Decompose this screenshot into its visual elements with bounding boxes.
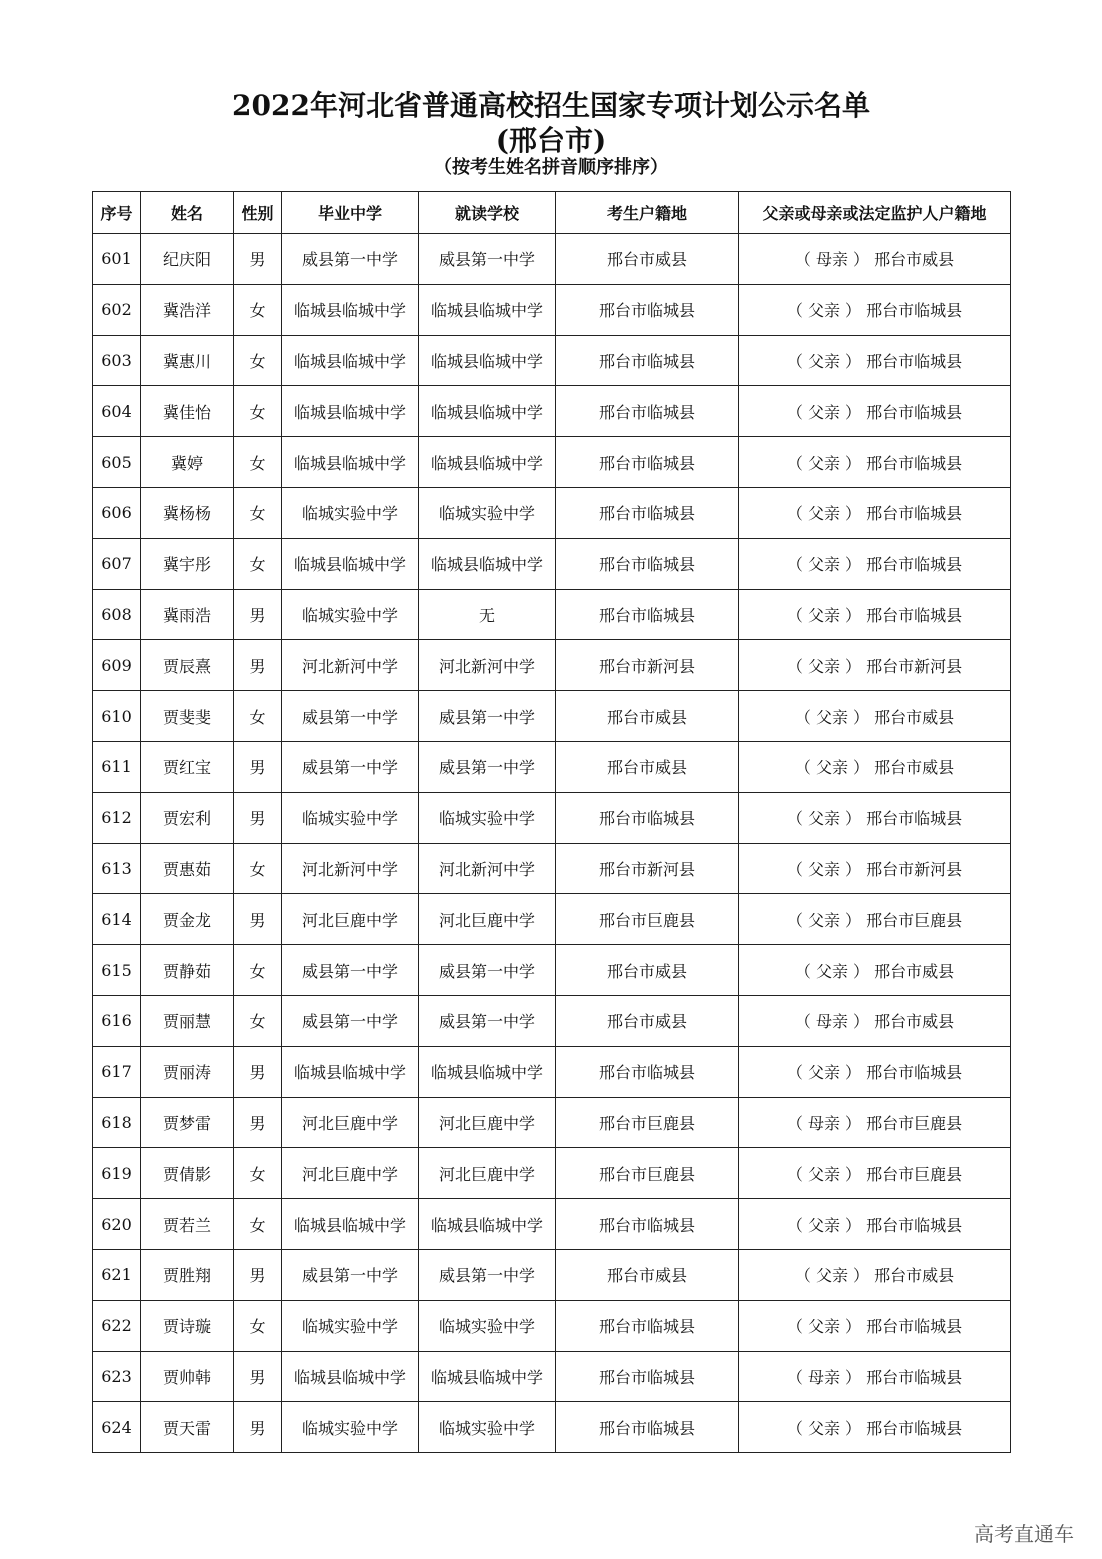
cell-no: 623: [93, 1351, 141, 1402]
cell-household: 邢台市临城县: [556, 1351, 739, 1402]
cell-grad-school: 临城县临城中学: [282, 386, 419, 437]
cell-household: 邢台市威县: [556, 945, 739, 996]
cell-guardian-household: （ 父亲 ） 邢台市临城县: [739, 284, 1011, 335]
cell-gender: 女: [234, 538, 282, 589]
cell-gender: 女: [234, 843, 282, 894]
header-row: [93, 192, 1011, 234]
cell-gender: 女: [234, 691, 282, 742]
table-row: [93, 894, 1011, 945]
cell-no: 622: [93, 1300, 141, 1351]
cell-current-school: 威县第一中学: [419, 691, 556, 742]
cell-grad-school: 河北巨鹿中学: [282, 1148, 419, 1199]
cell-current-school: 临城县临城中学: [419, 335, 556, 386]
cell-name: 冀宇彤: [141, 538, 234, 589]
cell-no: 609: [93, 640, 141, 691]
cell-household: 邢台市临城县: [556, 284, 739, 335]
cell-name: 贾丽涛: [141, 1046, 234, 1097]
cell-current-school: 威县第一中学: [419, 1249, 556, 1300]
table-row: [93, 234, 1011, 285]
cell-guardian-household: （ 父亲 ） 邢台市临城县: [739, 1046, 1011, 1097]
cell-gender: 男: [234, 1046, 282, 1097]
cell-current-school: 临城县临城中学: [419, 437, 556, 488]
table-header: [93, 192, 1011, 234]
cell-grad-school: 威县第一中学: [282, 691, 419, 742]
cell-household: 邢台市威县: [556, 234, 739, 285]
header-no: 序号: [93, 192, 141, 234]
cell-current-school: 河北新河中学: [419, 640, 556, 691]
cell-no: 614: [93, 894, 141, 945]
cell-no: 617: [93, 1046, 141, 1097]
cell-guardian-household: （ 父亲 ） 邢台市临城县: [739, 1199, 1011, 1250]
cell-grad-school: 威县第一中学: [282, 945, 419, 996]
cell-no: 611: [93, 741, 141, 792]
document-title: 2022年河北省普通高校招生国家专项计划公示名单: [232, 89, 870, 122]
cell-household: 邢台市临城县: [556, 589, 739, 640]
table-row: [93, 640, 1011, 691]
header-current-school: 就读学校: [419, 192, 556, 234]
cell-name: 贾金龙: [141, 894, 234, 945]
cell-household: 邢台市威县: [556, 1249, 739, 1300]
cell-current-school: 威县第一中学: [419, 741, 556, 792]
cell-current-school: 临城县临城中学: [419, 1351, 556, 1402]
cell-current-school: 临城实验中学: [419, 487, 556, 538]
cell-grad-school: 威县第一中学: [282, 995, 419, 1046]
cell-guardian-household: （ 母亲 ） 邢台市临城县: [739, 1351, 1011, 1402]
cell-name: 冀惠川: [141, 335, 234, 386]
table-row: [93, 1199, 1011, 1250]
cell-no: 605: [93, 437, 141, 488]
cell-gender: 女: [234, 1199, 282, 1250]
cell-household: 邢台市临城县: [556, 487, 739, 538]
cell-guardian-household: （ 父亲 ） 邢台市临城县: [739, 386, 1011, 437]
cell-household: 邢台市巨鹿县: [556, 894, 739, 945]
cell-current-school: 临城实验中学: [419, 1300, 556, 1351]
table-row: [93, 1402, 1011, 1453]
cell-name: 贾丽慧: [141, 995, 234, 1046]
cell-gender: 女: [234, 386, 282, 437]
cell-grad-school: 临城实验中学: [282, 792, 419, 843]
cell-current-school: 威县第一中学: [419, 234, 556, 285]
cell-grad-school: 河北巨鹿中学: [282, 1097, 419, 1148]
cell-no: 610: [93, 691, 141, 742]
cell-guardian-household: （ 母亲 ） 邢台市威县: [739, 234, 1011, 285]
cell-name: 贾帅韩: [141, 1351, 234, 1402]
table-row: [93, 335, 1011, 386]
cell-household: 邢台市巨鹿县: [556, 1097, 739, 1148]
cell-household: 邢台市威县: [556, 741, 739, 792]
table-row: [93, 1300, 1011, 1351]
header-name: 姓名: [141, 192, 234, 234]
cell-gender: 男: [234, 741, 282, 792]
cell-gender: 女: [234, 995, 282, 1046]
cell-guardian-household: （ 父亲 ） 邢台市临城县: [739, 1402, 1011, 1453]
watermark: 高考直通车: [974, 1522, 1074, 1546]
cell-no: 615: [93, 945, 141, 996]
cell-name: 贾胜翔: [141, 1249, 234, 1300]
cell-no: 624: [93, 1402, 141, 1453]
cell-guardian-household: （ 父亲 ） 邢台市巨鹿县: [739, 894, 1011, 945]
cell-current-school: 河北巨鹿中学: [419, 894, 556, 945]
cell-name: 贾红宝: [141, 741, 234, 792]
roster-table: [92, 191, 1011, 1453]
cell-gender: 男: [234, 640, 282, 691]
cell-no: 620: [93, 1199, 141, 1250]
cell-no: 604: [93, 386, 141, 437]
cell-household: 邢台市临城县: [556, 792, 739, 843]
cell-guardian-household: （ 父亲 ） 邢台市威县: [739, 741, 1011, 792]
cell-grad-school: 临城实验中学: [282, 1300, 419, 1351]
cell-grad-school: 威县第一中学: [282, 234, 419, 285]
cell-no: 603: [93, 335, 141, 386]
cell-gender: 男: [234, 234, 282, 285]
sort-note: （按考生姓名拼音顺序排序）: [434, 157, 668, 178]
cell-current-school: 威县第一中学: [419, 995, 556, 1046]
cell-grad-school: 河北新河中学: [282, 640, 419, 691]
cell-no: 606: [93, 487, 141, 538]
cell-household: 邢台市威县: [556, 995, 739, 1046]
cell-no: 619: [93, 1148, 141, 1199]
cell-name: 贾梦雷: [141, 1097, 234, 1148]
header-grad-school: 毕业中学: [282, 192, 419, 234]
cell-grad-school: 临城县临城中学: [282, 284, 419, 335]
cell-grad-school: 威县第一中学: [282, 741, 419, 792]
cell-grad-school: 威县第一中学: [282, 1249, 419, 1300]
cell-guardian-household: （ 父亲 ） 邢台市巨鹿县: [739, 1148, 1011, 1199]
cell-household: 邢台市威县: [556, 691, 739, 742]
cell-no: 602: [93, 284, 141, 335]
cell-gender: 男: [234, 1402, 282, 1453]
cell-no: 612: [93, 792, 141, 843]
cell-name: 贾倩影: [141, 1148, 234, 1199]
cell-name: 贾斐斐: [141, 691, 234, 742]
cell-household: 邢台市新河县: [556, 640, 739, 691]
cell-name: 冀浩洋: [141, 284, 234, 335]
cell-gender: 女: [234, 487, 282, 538]
cell-no: 613: [93, 843, 141, 894]
cell-no: 618: [93, 1097, 141, 1148]
cell-current-school: 临城县临城中学: [419, 1046, 556, 1097]
cell-household: 邢台市临城县: [556, 386, 739, 437]
cell-gender: 男: [234, 1249, 282, 1300]
cell-household: 邢台市临城县: [556, 1046, 739, 1097]
cell-name: 贾诗璇: [141, 1300, 234, 1351]
cell-grad-school: 临城县临城中学: [282, 1199, 419, 1250]
cell-guardian-household: （ 父亲 ） 邢台市威县: [739, 691, 1011, 742]
cell-guardian-household: （ 母亲 ） 邢台市巨鹿县: [739, 1097, 1011, 1148]
table-body: [93, 234, 1011, 1453]
cell-name: 贾惠茹: [141, 843, 234, 894]
cell-gender: 女: [234, 284, 282, 335]
cell-guardian-household: （ 父亲 ） 邢台市临城县: [739, 437, 1011, 488]
table-row: [93, 487, 1011, 538]
cell-name: 贾静茹: [141, 945, 234, 996]
table-row: [93, 538, 1011, 589]
cell-name: 贾若兰: [141, 1199, 234, 1250]
cell-gender: 女: [234, 437, 282, 488]
cell-grad-school: 河北新河中学: [282, 843, 419, 894]
cell-grad-school: 临城实验中学: [282, 589, 419, 640]
cell-no: 621: [93, 1249, 141, 1300]
cell-gender: 女: [234, 945, 282, 996]
cell-name: 冀杨杨: [141, 487, 234, 538]
cell-guardian-household: （ 母亲 ） 邢台市威县: [739, 995, 1011, 1046]
table-row: [93, 1351, 1011, 1402]
cell-current-school: 临城县临城中学: [419, 284, 556, 335]
cell-grad-school: 临城实验中学: [282, 487, 419, 538]
cell-guardian-household: （ 父亲 ） 邢台市临城县: [739, 538, 1011, 589]
cell-grad-school: 河北巨鹿中学: [282, 894, 419, 945]
cell-guardian-household: （ 父亲 ） 邢台市新河县: [739, 640, 1011, 691]
cell-gender: 男: [234, 1097, 282, 1148]
table-row: [93, 741, 1011, 792]
cell-household: 邢台市临城县: [556, 1300, 739, 1351]
cell-no: 616: [93, 995, 141, 1046]
cell-household: 邢台市临城县: [556, 538, 739, 589]
cell-guardian-household: （ 父亲 ） 邢台市临城县: [739, 792, 1011, 843]
cell-current-school: 威县第一中学: [419, 945, 556, 996]
table-row: [93, 1148, 1011, 1199]
cell-guardian-household: （ 父亲 ） 邢台市新河县: [739, 843, 1011, 894]
table-row: [93, 691, 1011, 742]
table-row: [93, 386, 1011, 437]
header-household: 考生户籍地: [556, 192, 739, 234]
cell-grad-school: 临城县临城中学: [282, 437, 419, 488]
cell-gender: 男: [234, 1351, 282, 1402]
cell-guardian-household: （ 父亲 ） 邢台市临城县: [739, 589, 1011, 640]
cell-name: 冀佳怡: [141, 386, 234, 437]
cell-name: 贾宏利: [141, 792, 234, 843]
cell-household: 邢台市临城县: [556, 1199, 739, 1250]
cell-name: 贾天雷: [141, 1402, 234, 1453]
table-row: [93, 284, 1011, 335]
cell-current-school: 河北新河中学: [419, 843, 556, 894]
cell-current-school: 临城县临城中学: [419, 386, 556, 437]
cell-current-school: 临城县临城中学: [419, 538, 556, 589]
cell-grad-school: 临城县临城中学: [282, 1351, 419, 1402]
cell-name: 冀雨浩: [141, 589, 234, 640]
table-row: [93, 437, 1011, 488]
cell-guardian-household: （ 父亲 ） 邢台市威县: [739, 1249, 1011, 1300]
cell-grad-school: 临城县临城中学: [282, 1046, 419, 1097]
cell-household: 邢台市新河县: [556, 843, 739, 894]
cell-gender: 女: [234, 1148, 282, 1199]
table-row: [93, 1097, 1011, 1148]
cell-grad-school: 临城县临城中学: [282, 538, 419, 589]
table-row: [93, 945, 1011, 996]
cell-household: 邢台市巨鹿县: [556, 1148, 739, 1199]
cell-guardian-household: （ 父亲 ） 邢台市威县: [739, 945, 1011, 996]
cell-guardian-household: （ 父亲 ） 邢台市临城县: [739, 487, 1011, 538]
cell-current-school: 临城实验中学: [419, 792, 556, 843]
cell-grad-school: 临城县临城中学: [282, 335, 419, 386]
cell-current-school: 河北巨鹿中学: [419, 1097, 556, 1148]
cell-grad-school: 临城实验中学: [282, 1402, 419, 1453]
header-gender: 性别: [234, 192, 282, 234]
document-subtitle: (邢台市): [495, 124, 607, 157]
cell-gender: 女: [234, 1300, 282, 1351]
table-row: [93, 843, 1011, 894]
table-row: [93, 589, 1011, 640]
table-row: [93, 792, 1011, 843]
table-row: [93, 1249, 1011, 1300]
cell-gender: 男: [234, 894, 282, 945]
cell-gender: 女: [234, 335, 282, 386]
cell-no: 608: [93, 589, 141, 640]
cell-household: 邢台市临城县: [556, 1402, 739, 1453]
cell-household: 邢台市临城县: [556, 437, 739, 488]
cell-household: 邢台市临城县: [556, 335, 739, 386]
cell-no: 601: [93, 234, 141, 285]
cell-gender: 男: [234, 589, 282, 640]
cell-current-school: 临城县临城中学: [419, 1199, 556, 1250]
cell-current-school: 临城实验中学: [419, 1402, 556, 1453]
cell-name: 贾辰熹: [141, 640, 234, 691]
header-guardian-household: 父亲或母亲或法定监护人户籍地: [739, 192, 1011, 234]
cell-gender: 男: [234, 792, 282, 843]
cell-name: 冀婷: [141, 437, 234, 488]
cell-name: 纪庆阳: [141, 234, 234, 285]
cell-guardian-household: （ 父亲 ） 邢台市临城县: [739, 335, 1011, 386]
table-row: [93, 1046, 1011, 1097]
table-row: [93, 995, 1011, 1046]
cell-current-school: 河北巨鹿中学: [419, 1148, 556, 1199]
cell-current-school: 无: [419, 589, 556, 640]
cell-guardian-household: （ 父亲 ） 邢台市临城县: [739, 1300, 1011, 1351]
cell-no: 607: [93, 538, 141, 589]
